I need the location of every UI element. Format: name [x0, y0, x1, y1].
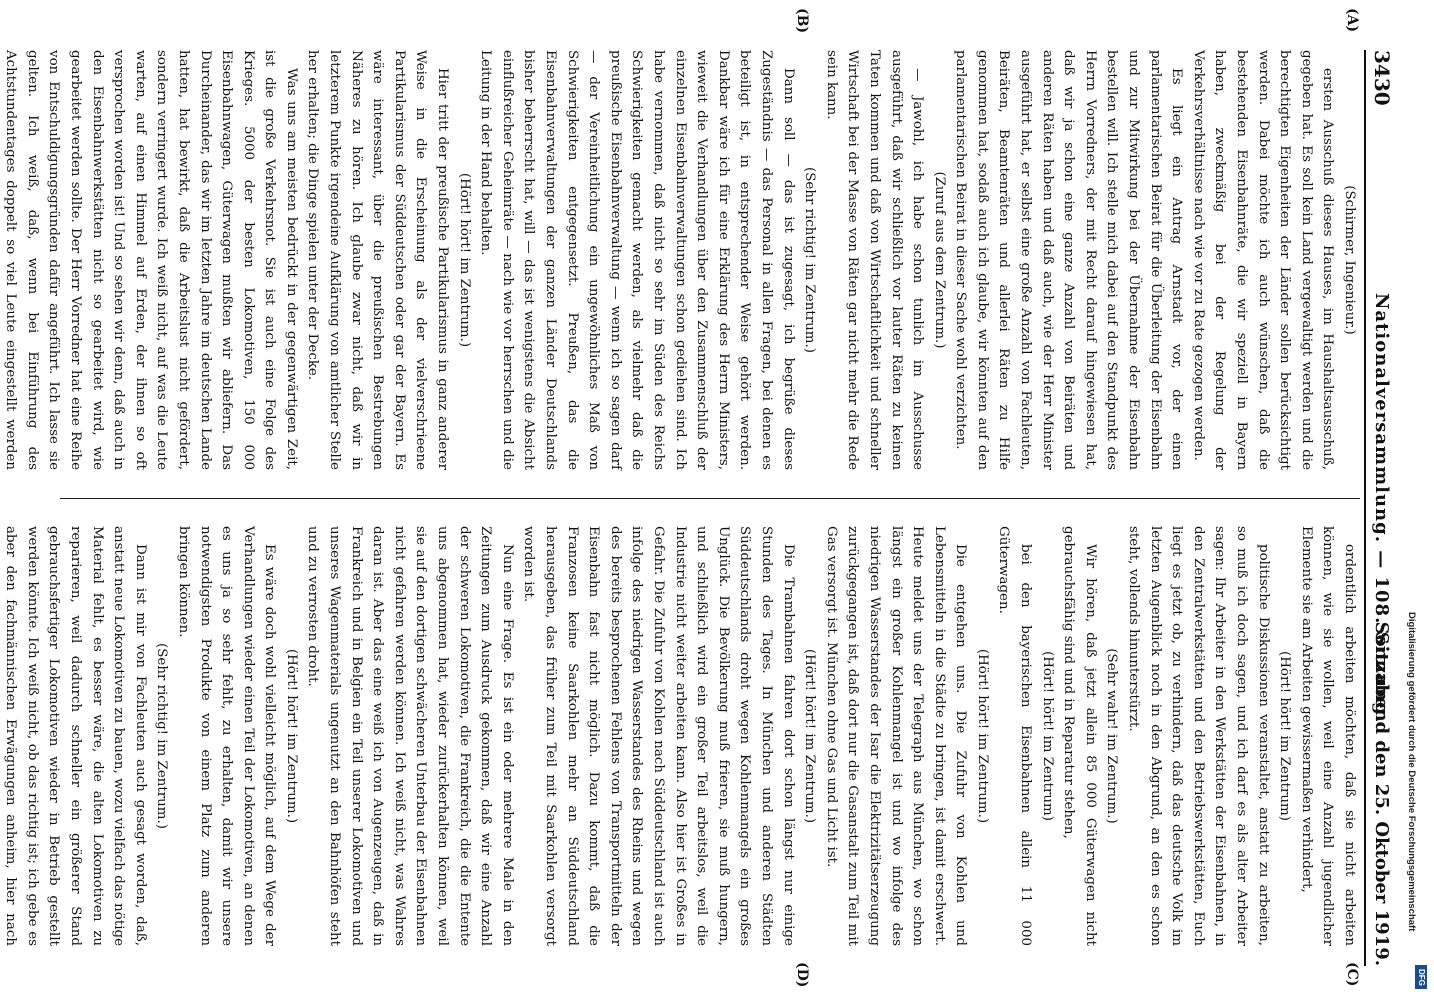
paragraph: Die entgehen uns. Die Zufuhr von Kohlen und Lebensmitteln in die Städte zu bringen, ist damit erschwert. Heute meldet uns der Telegraph aus München, wo schon längst ein großer Kohlenmangel ist und wo infolge des niedrigen Wasserstandes der Isar die Elektrizitätserzeugung zurückgegangen ist, daß dort nur die Gasanstalt zum Teil mit Gas versorgt ist. München ohne Gas und Licht ist. — [823, 526, 969, 946]
interjection: (Sehr richtig! im Zentrum.) — [154, 643, 170, 829]
interjection: (Hört! hört! im Zentrum) — [1039, 651, 1055, 821]
interjection: (Sehr richtig! im Zentrum.) — [802, 167, 818, 353]
paragraph: Was uns am meisten bedrückt in der gegenwärtigen Zeit, ist die große Verkehrsnot. Sie ist auch eine Folge des Krieges. 5000 der besten Lokomotiven, 150 000 Eisenbahnwagen, Güterwagen mußten wir abliefern. Das Durcheinander, das wir im letzten Jahre im deutschen Lande hatten, hat bewirkt, daß die Arbeitslust nicht gefördert, sondern verringert wurde. Ich weiß nicht, auf was die Leute warten, auf einen Himmel auf Erden, der ihnen so oft versprochen worden ist! Und so sehen wir denn, daß auch in den Eisenbahnwerkstätten nicht so gearbeitet wird, wie gearbeitet werden sollte. Der Herr Vorredner hat eine Reihe von Entschuldigungsgründen dafür angeführt. Ich lasse sie gelten. Ich weiß, daß, wenn bei Einführung des Achtstundentages doppelt so viel Leute eingestellt werden — [3, 50, 299, 470]
page-date: Sonnabend den 25. Oktober 1919. — [1371, 621, 1392, 966]
interjection: (Hört! hört! im Zentrum.) — [283, 648, 299, 824]
right-text-column — [3, 526, 1360, 946]
interjection: (Hört! hört! im Zentrum.) — [802, 648, 818, 824]
margin-marker-c: (C) — [1344, 962, 1360, 987]
paragraph: Hier tritt der preußische Partikularismus in ganz anderer Weise in die Erscheinung als der vielverschrieene Partikularismus der Süddeutschen oder gar der Bayern. Es wäre interessant, über die preußischen Bestrebungen Näheres zu hören. Ich glaube zwar nicht, daß wir in letzterem Punkte irgendeine Aufklärung von amtlicher Stelle her erhalten; die Dinge spielen unter der Decke. — [305, 50, 451, 470]
paragraph: Es wäre doch wohl vielleicht möglich, auf dem Wege der Verhandlungen wieder einen Teil der Lokomotiven, an denen es uns ja so sehr fehlt, zu erhalten, damit wir unsere notwendigsten Produkte von einem Platz zum anderen bringen können. — [175, 526, 278, 946]
paragraph: politische Diskussionen veranstaltet, anstatt zu arbeiten, so muß ich doch sagen, und ich darf es als alter Arbeiter sagen: Ihr Arbeiter in den Werkstätten der Eisenbahnen, in den Zentralwerkstätten und den Betriebswerkstätten, Euch liegt es jetzt ob, zu verhindern, daß das deutsche Volk im letzten Augenblick noch in den Abgrund, an den es schon steht, vollends hinunterstürzt. — [1126, 526, 1271, 946]
interjection: (Hört! hört! im Zentrum) — [1277, 651, 1293, 821]
page-number: 3430 — [1370, 50, 1394, 106]
paragraph: — Jawohl, ich habe schon tunlich im Ausschusse ausgeführt, daß wir schließlich vor lauter Räten zu keinen Taten kommen und daß von Wirtschaftlichkeit und schneller Wirtschaft bei der Masse von Räten gar nicht mehr die Rede sein kann. — [823, 50, 926, 470]
dfg-logo: DFG — [1415, 965, 1427, 989]
interjection: (Hört! hört! im Zentrum.) — [974, 648, 990, 824]
interjection: (Zuruf aus dem Zentrum.) — [931, 171, 947, 349]
paragraph: Wir hören, daß jetzt allein 85 000 Güterwagen nicht gebrauchsfähig sind und in Reparatur stehen, — [1061, 526, 1098, 946]
interjection: (Schirmer, Ingenieur.) — [1342, 185, 1357, 335]
margin-marker-a: (A) — [1344, 8, 1360, 33]
column-divider — [60, 498, 1360, 499]
page-header — [1364, 50, 1396, 966]
interjection: (Hört! hört! im Zentrum.) — [456, 172, 472, 348]
paragraph: Dann ist mir von Fachleuten auch gesagt worden, daß, anstatt neue Lokomotiven zu bauen, wozu vielfach das nötige Material fehlt, es besser wäre, die alten Lokomotiven zu reparieren, weil dadurch schneller ein größerer Stand gebrauchsfertiger Lokomotiven wieder in Betrieb gestellt werden könnte. Ich weiß nicht, ob das richtig ist; ich gebe es aber den fachmännischen Erwägungen anheim, hier nach — [3, 526, 148, 946]
left-text-column — [3, 50, 1360, 470]
page-title: Nationalversammlung. — 108. Sitzung. — [1371, 292, 1392, 724]
paragraph: Es liegt ein Antrag Arnstadt vor, der einen parlamentarischen Beirat für die Überleitung der Eisenbahn und zur Mitwirkung bei der Übernahme der Eisenbahn bestellen will. Ich stelle mich dabei auf den Standpunkt des Herrn Vorredners, der mit Recht darauf hingewiesen hat, daß wir ja schon eine ganze Anzahl von Beiräten und anderen Räten haben und daß auch, wie der Herr Minister ausgeführt hat, er selbst eine große Anzahl von Fachleuten, Beiräten, Beamtenräten und allerlei Räten zu Hilfe genommen hat, sodaß auch ich glaube, wir könnten auf den parlamentarischen Beirat in dieser Sache wohl verzichten. — [953, 50, 1185, 470]
paragraph: Nun eine Frage. Es ist ein oder mehrere Male in den Zeitungen zum Ausdruck gekommen, daß wir eine Anzahl der schweren Lokomotiven, die Frankreich, die die Entente uns abgenommen hat, wieder zurückerhalten können, weil sie auf den dortigen schwächeren Unterbau der Eisenbahnen nicht gefahren werden können. Ich weiß nicht, was Wahres daran ist. Aber das eine weiß ich von Augenzeugen, daß in Frankreich und in Belgien ein Teil unserer Lokomotiven und unseres Wagenmaterials ungenutzt an den Bahnhöfen steht und zu verrosten droht. — [305, 526, 515, 946]
margin-marker-d: (D) — [794, 962, 810, 988]
interjection: (Sehr wahr! im Zentrum.) — [1104, 648, 1120, 824]
paragraph: ersten Ausschuß dieses Hauses, im Haushaltsausschuß, gegeben hat. Es soll kein Land vergewaltigt werden und die berechtigten Eigenheiten der Länder sollen berücksichtigt werden. Dabei möchte ich auch wünschen, daß die bestehenden Eisenbahnräte, die wir speziell in Bayern haben, zweckmäßig bei der Regelung der Verkehrsverhältnisse nach wie vor zu Rate gezogen werden. — [1190, 50, 1336, 470]
paragraph: Die Trambahnen fahren dort schon längst nur einige Stunden des Tages. In München und anderen Städten Süddeutschlands droht wegen Kohlenmangels ein großes Unglück. Die Bevölkerung muß frieren, sie muß hungern, und schließlich wird ein großer Teil arbeitslos, weil die Industrie nicht weiter arbeiten kann. Also hier ist Großes in Gefahr. Die Zufuhr von Kohlen nach Süddeutschland ist auch infolge des niedrigen Wasserstandes des Rheins und wegen des bereits besprochenen Fehlens von Transportmitteln der Eisenbahn fast nicht möglich. Dazu kommt, daß die Franzosen keine Saarkohlen mehr an Süddeutschland herausgeben, das früher zum Teil mit Saarkohlen versorgt worden ist. — [521, 526, 796, 946]
footer-credit: Digitalisierung gefördert durch die Deutsche Forschungsgemeinschaft — [1406, 612, 1417, 932]
paragraph: Dann soll — das ist zugesagt, ich begrüße dieses Zugeständnis — das Personal in allen Fragen, bei denen es beteiligt ist, in entsprechender Weise gehört werden. Dankbar wäre ich für eine Erklärung des Herrn Ministers, wieweit die Verhandlungen über den Zusammenschluß der einzelnen Eisenbahnverwaltungen schon gediehen sind. Ich habe vernommen, daß nicht so sehr im Süden des Reichs Schwierigkeiten gemacht werden, als vielmehr daß die preußische Eisenbahnverwaltung — wenn ich so sagen darf — der Vereinheitlichung ein ungewöhnliches Maß von Schwierigkeiten entgegensetzt. Preußen, das die Eisenbahnverwaltungen der ganzen Länder Deutschlands bisher beherrscht hat, will — das ist wenigstens die Absicht einflußreicher Geheimräte — nach wie vor herrschen und die Leitung in der Hand behalten. — [478, 50, 796, 470]
paragraph: ordentlich arbeiten möchten, daß sie nicht arbeiten können, wie sie wollen, weil eine Anzahl jugendlicher Elemente sie am Arbeiten gewissermaßen verhindert, — [1298, 526, 1357, 946]
paragraph: bei den bayerischen Eisenbahnen allein 11 000 Güterwagen. — [996, 526, 1034, 946]
margin-marker-b: (B) — [794, 8, 810, 34]
